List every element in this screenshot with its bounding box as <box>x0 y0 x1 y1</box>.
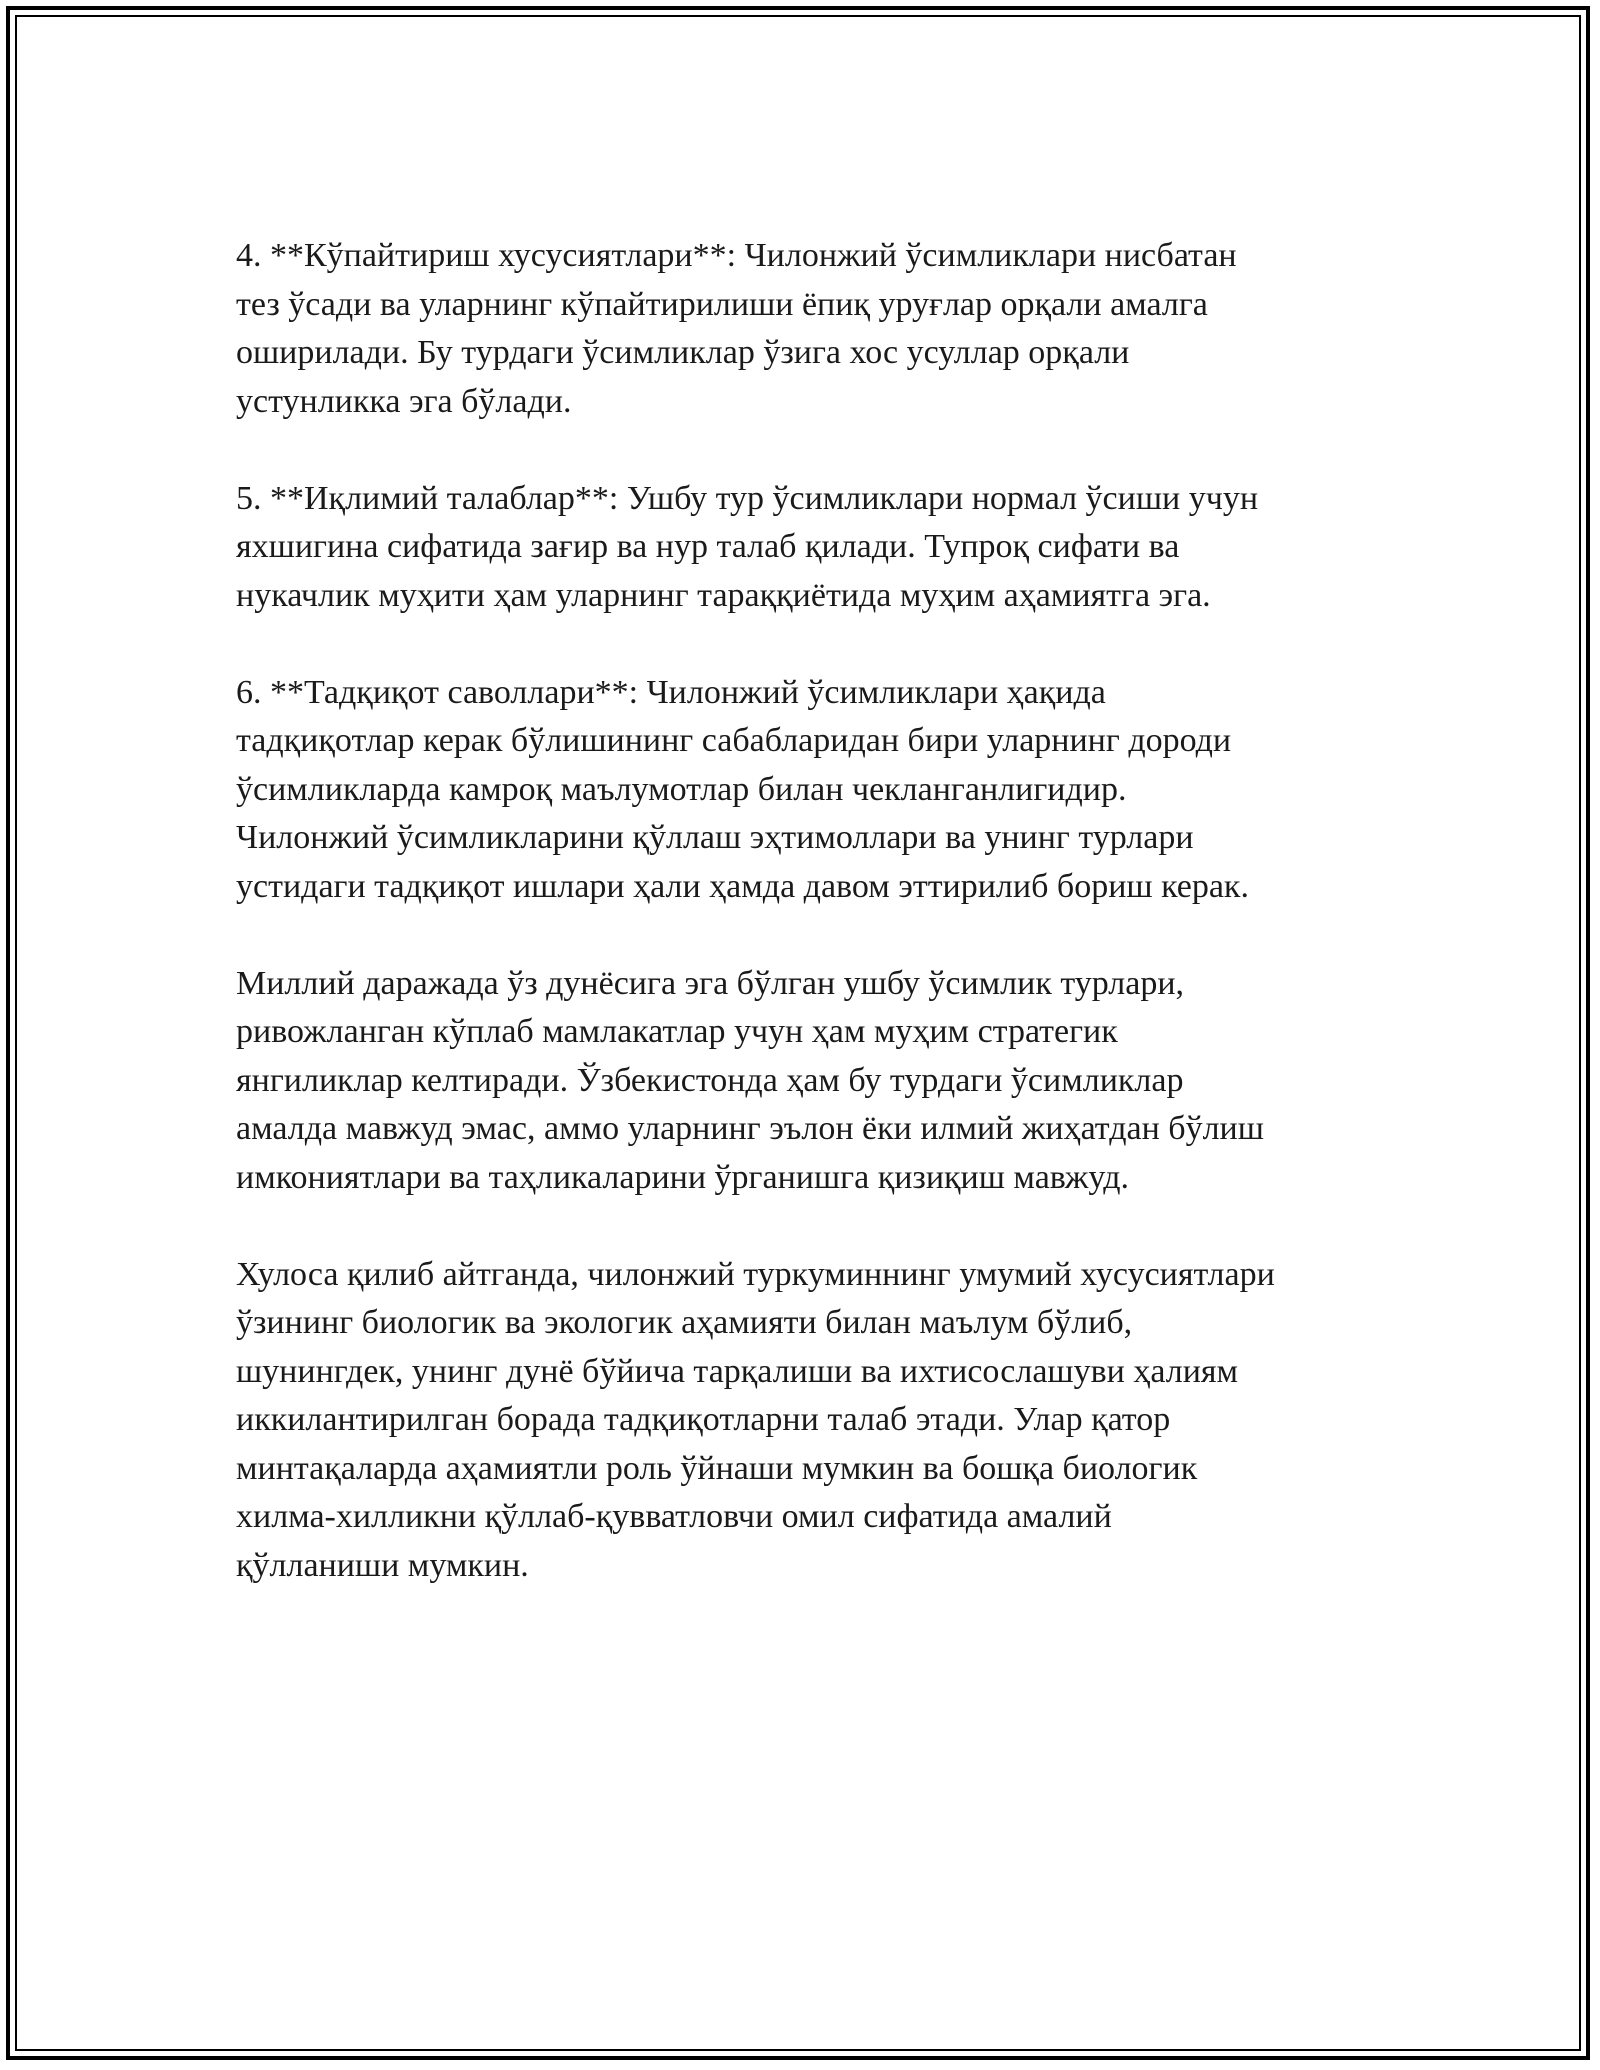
text-line: ўсимликларда камроқ маълумотлар билан чекланганлигидир. <box>236 770 1127 808</box>
text-line: оширилади. Бу турдаги ўсимликлар ўзига хос усуллар орқали <box>236 334 1130 371</box>
text-line: 4. **Кўпайтириш хусусиятлари**: Чилонжий ўсимликлари нисбатан <box>236 237 1237 274</box>
text-line: Чилонжий ўсимликларини қўллаш эҳтимоллари ва унинг турлари <box>236 819 1194 856</box>
text-line: амалда мавжуд эмас, аммо уларнинг эълон ёки илмий жиҳатдан бўлиш <box>236 1110 1264 1147</box>
text-line: ўзининг биологик ва экологик аҳамияти билан маълум бўлиб, <box>236 1304 1133 1341</box>
text-line: Миллий даражада ўз дунёсига эга бўлган ушбу ўсимлик турлари, <box>236 964 1185 1002</box>
paragraph-research <box>236 669 1376 912</box>
text-line: устидаги тадқиқот ишлари ҳали ҳамда давом эттирилиб бориш керак. <box>236 867 1249 905</box>
text-line: нукачлик муҳити ҳам уларнинг тараққиётида муҳим аҳамиятга эга. <box>236 576 1211 614</box>
text-line: иккилантирилган борада тадқиқотларни талаб этади. Улар қатор <box>236 1401 1171 1438</box>
text-line: 5. **Иқлимий талаблар**: Ушбу тур ўсимликлари нормал ўсиши учун <box>236 479 1259 517</box>
text-line: тез ўсади ва уларнинг кўпайтирилиши ёпиқ уруғлар орқали амалга <box>236 285 1208 323</box>
text-line: ривожланган кўплаб мамлакатлар учун ҳам муҳим стратегик <box>236 1013 1118 1050</box>
text-line: имкониятлари ва таҳликаларини ўрганишга қизиқиш мавжуд. <box>236 1158 1130 1196</box>
document-body <box>236 232 1376 1639</box>
text-line: Хулоса қилиб айтганда, чилонжий туркуминнинг умумий хусусиятлари <box>236 1255 1275 1293</box>
text-line: 6. **Тадқиқот саволлари**: Чилонжий ўсимликлари ҳақида <box>236 673 1106 711</box>
text-line: тадқиқотлар керак бўлишининг сабабларидан бири уларнинг дороди <box>236 722 1232 759</box>
paragraph-national <box>236 960 1376 1203</box>
text-line: шунингдек, унинг дунё бўйича тарқалиши ва ихтисослашуви ҳалиям <box>236 1352 1239 1390</box>
text-line: минтақаларда аҳамиятли роль ўйнаши мумкин ва бошқа биологик <box>236 1449 1198 1487</box>
text-line: хилма-хилликни қўллаб-қувватловчи омил сифатида амалий <box>236 1498 1112 1535</box>
paragraph-climate <box>236 475 1376 621</box>
paragraph-reproduction <box>236 232 1376 426</box>
text-line: устунликка эга бўлади. <box>236 382 572 420</box>
text-line: яхшигина сифатида зағир ва нур талаб қилади. Тупроқ сифати ва <box>236 528 1180 565</box>
text-line: янгиликлар келтиради. Ўзбекистонда ҳам бу турдаги ўсимликлар <box>236 1061 1184 1099</box>
text-line: қўлланиши мумкин. <box>236 1546 529 1584</box>
paragraph-conclusion <box>236 1251 1376 1591</box>
